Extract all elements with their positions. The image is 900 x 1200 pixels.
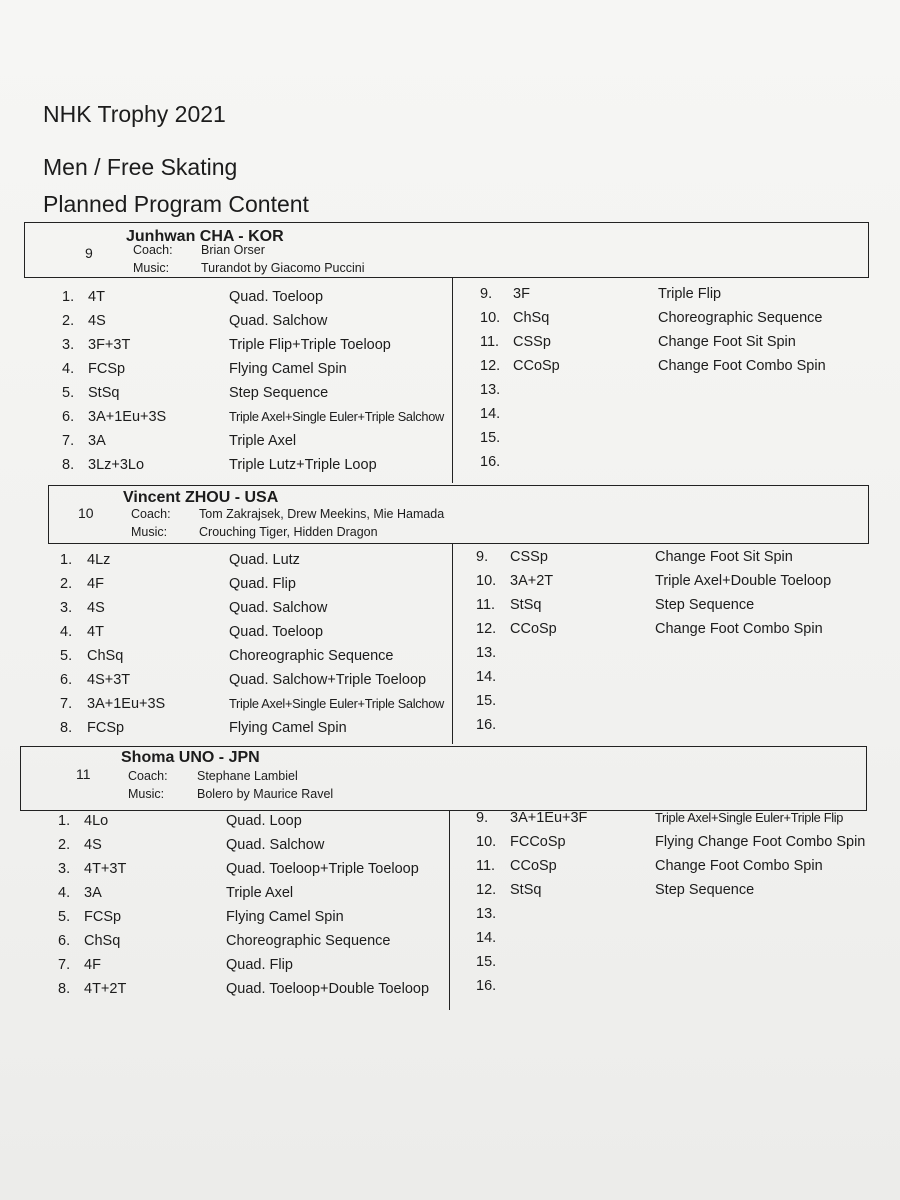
element-code: 4S+3T <box>87 672 131 688</box>
element-code: 3A+1Eu+3F <box>510 810 588 826</box>
music-label: Music: <box>128 787 165 801</box>
element-description: Choreographic Sequence <box>229 648 394 664</box>
element-description: Triple Axel+Single Euler+Triple Salchow <box>229 409 444 424</box>
element-code: 4F <box>84 957 101 973</box>
element-row <box>0 717 900 739</box>
skater-header-box <box>20 746 867 811</box>
element-number: 4. <box>58 885 71 901</box>
element-number: 1. <box>62 289 75 305</box>
element-number: 3. <box>62 337 75 353</box>
element-row <box>0 906 900 928</box>
element-number: 5. <box>60 648 73 664</box>
element-description: Flying Camel Spin <box>226 909 344 925</box>
event-title: NHK Trophy 2021 <box>43 101 226 127</box>
element-description: Quad. Salchow <box>229 600 328 616</box>
document-subtitle: Planned Program Content <box>43 191 309 217</box>
element-code: CCoSp <box>510 621 557 637</box>
element-description: Triple Axel+Single Euler+Triple Flip <box>655 810 844 825</box>
skater-header-box <box>48 485 869 544</box>
element-number: 11. <box>476 597 496 613</box>
element-code: 3A+1Eu+3S <box>87 696 166 712</box>
element-number: 4. <box>62 361 75 377</box>
element-row <box>0 573 900 595</box>
element-description: Triple Flip <box>658 286 722 302</box>
element-description: Triple Axel+Double Toeloop <box>655 573 832 589</box>
element-code: 3F <box>513 286 530 302</box>
element-row <box>0 645 900 667</box>
element-code: ChSq <box>87 648 124 664</box>
element-number: 2. <box>62 313 75 329</box>
element-number: 9. <box>476 549 489 565</box>
element-number: 10. <box>476 573 497 589</box>
element-number: 3. <box>58 861 71 877</box>
element-code: 3F+3T <box>88 337 131 353</box>
skater-name: Vincent ZHOU - USA <box>123 489 279 506</box>
element-number: 5. <box>62 385 75 401</box>
element-description: Step Sequence <box>229 385 329 401</box>
element-code: 4S <box>88 313 106 329</box>
element-number: 14. <box>480 406 501 422</box>
element-number: 14. <box>476 669 497 685</box>
element-number: 10. <box>476 834 497 850</box>
element-number: 10. <box>480 310 501 326</box>
element-description: Change Foot Combo Spin <box>658 358 826 374</box>
element-row <box>0 549 900 571</box>
element-number: 6. <box>60 672 73 688</box>
element-row <box>0 858 900 880</box>
element-number: 15. <box>476 693 497 709</box>
element-description: Triple Lutz+Triple Loop <box>229 457 377 473</box>
element-number: 2. <box>60 576 73 592</box>
element-row <box>0 978 900 1000</box>
element-description: Change Foot Sit Spin <box>655 549 793 565</box>
music-title: Bolero by Maurice Ravel <box>197 787 334 801</box>
start-number: 9 <box>85 245 93 261</box>
element-number: 16. <box>476 978 497 994</box>
element-code: 4Lo <box>84 813 109 829</box>
element-row <box>0 454 900 476</box>
element-number: 5. <box>58 909 71 925</box>
element-number: 9. <box>476 810 489 826</box>
element-code: ChSq <box>84 933 121 949</box>
element-code: 4F <box>87 576 104 592</box>
element-description: Quad. Loop <box>226 813 302 829</box>
element-code: 3A+2T <box>510 573 554 589</box>
element-code: FCSp <box>87 720 125 736</box>
element-description: Step Sequence <box>655 882 755 898</box>
element-description: Triple Axel+Single Euler+Triple Salchow <box>229 696 444 711</box>
coach-label: Coach: <box>128 769 168 783</box>
music-title: Crouching Tiger, Hidden Dragon <box>199 525 378 539</box>
element-code: StSq <box>88 385 120 401</box>
element-number: 8. <box>60 720 73 736</box>
element-number: 11. <box>480 334 500 350</box>
element-description: Quad. Toeloop+Double Toeloop <box>226 981 430 997</box>
element-code: 4T <box>88 289 105 305</box>
element-number: 11. <box>476 858 496 874</box>
element-code: FCCoSp <box>510 834 566 850</box>
element-description: Quad. Salchow <box>229 313 328 329</box>
element-code: FCSp <box>88 361 126 377</box>
element-row <box>0 597 900 619</box>
start-number: 11 <box>76 766 91 782</box>
element-row <box>0 669 900 691</box>
element-code: 4T+2T <box>84 981 127 997</box>
element-number: 3. <box>60 600 73 616</box>
element-number: 1. <box>58 813 71 829</box>
element-code: CCoSp <box>510 858 557 874</box>
element-code: 3A+1Eu+3S <box>88 409 167 425</box>
element-number: 7. <box>60 696 73 712</box>
element-row <box>0 621 900 643</box>
element-number: 8. <box>58 981 71 997</box>
element-number: 13. <box>476 645 497 661</box>
element-number: 13. <box>480 382 501 398</box>
element-row <box>0 882 900 904</box>
element-code: CCoSp <box>513 358 560 374</box>
element-code: 4Lz <box>87 552 111 568</box>
element-description: Quad. Toeloop+Triple Toeloop <box>226 861 419 877</box>
skater-name: Junhwan CHA - KOR <box>126 228 284 245</box>
element-number: 6. <box>62 409 75 425</box>
element-code: ChSq <box>513 310 550 326</box>
element-description: Quad. Salchow <box>226 837 325 853</box>
element-row <box>0 382 900 404</box>
element-code: 3A <box>84 885 102 901</box>
element-description: Quad. Flip <box>226 957 293 973</box>
element-description: Change Foot Combo Spin <box>655 858 823 874</box>
element-code: 3A <box>88 433 106 449</box>
element-code: CSSp <box>510 549 548 565</box>
element-number: 4. <box>60 624 73 640</box>
element-row <box>0 310 900 332</box>
coach-label: Coach: <box>133 243 173 257</box>
element-code: CSSp <box>513 334 551 350</box>
element-description: Choreographic Sequence <box>658 310 823 326</box>
element-description: Flying Camel Spin <box>229 361 347 377</box>
music-label: Music: <box>133 261 170 275</box>
element-number: 12. <box>480 358 501 374</box>
element-description: Quad. Lutz <box>229 552 300 568</box>
element-number: 9. <box>480 286 493 302</box>
element-number: 2. <box>58 837 71 853</box>
element-description: Flying Change Foot Combo Spin <box>655 834 866 850</box>
element-description: Triple Axel <box>226 885 294 901</box>
element-description: Choreographic Sequence <box>226 933 391 949</box>
element-number: 8. <box>62 457 75 473</box>
element-description: Quad. Flip <box>229 576 296 592</box>
element-description: Triple Flip+Triple Toeloop <box>229 337 391 353</box>
element-number: 7. <box>58 957 71 973</box>
element-description: Triple Axel <box>229 433 297 449</box>
element-row <box>0 286 900 308</box>
element-code: FCSp <box>84 909 122 925</box>
element-row <box>0 406 900 428</box>
coach-name: Brian Orser <box>201 243 265 257</box>
coach-label: Coach: <box>131 507 171 521</box>
element-row <box>0 358 900 380</box>
element-number: 7. <box>62 433 75 449</box>
element-number: 12. <box>476 621 497 637</box>
element-number: 14. <box>476 930 497 946</box>
element-code: 3Lz+3Lo <box>88 457 145 473</box>
music-title: Turandot by Giacomo Puccini <box>201 261 365 275</box>
category-title: Men / Free Skating <box>43 154 238 180</box>
element-row <box>0 693 900 715</box>
element-description: Change Foot Sit Spin <box>658 334 796 350</box>
element-row <box>0 930 900 952</box>
element-number: 13. <box>476 906 497 922</box>
element-description: Quad. Toeloop <box>229 624 324 640</box>
element-code: 4T <box>87 624 104 640</box>
element-row <box>0 954 900 976</box>
skater-header-box <box>24 222 869 278</box>
element-code: 4S <box>84 837 102 853</box>
element-description: Change Foot Combo Spin <box>655 621 823 637</box>
element-number: 16. <box>476 717 497 733</box>
element-row <box>0 430 900 452</box>
skater-name: Shoma UNO - JPN <box>121 749 260 766</box>
element-number: 12. <box>476 882 497 898</box>
element-row <box>0 810 900 832</box>
element-row <box>0 834 900 856</box>
element-description: Quad. Salchow+Triple Toeloop <box>229 672 427 688</box>
coach-name: Tom Zakrajsek, Drew Meekins, Mie Hamada <box>199 507 445 521</box>
element-number: 15. <box>476 954 497 970</box>
element-description: Step Sequence <box>655 597 755 613</box>
element-number: 1. <box>60 552 73 568</box>
element-code: 4S <box>87 600 105 616</box>
element-code: 4T+3T <box>84 861 127 877</box>
element-code: StSq <box>510 597 542 613</box>
start-number: 10 <box>78 505 94 521</box>
element-description: Flying Camel Spin <box>229 720 347 736</box>
element-number: 6. <box>58 933 71 949</box>
element-row <box>0 334 900 356</box>
coach-name: Stephane Lambiel <box>197 769 298 783</box>
element-code: StSq <box>510 882 542 898</box>
element-number: 15. <box>480 430 501 446</box>
music-label: Music: <box>131 525 168 539</box>
element-description: Quad. Toeloop <box>229 289 324 305</box>
element-number: 16. <box>480 454 501 470</box>
